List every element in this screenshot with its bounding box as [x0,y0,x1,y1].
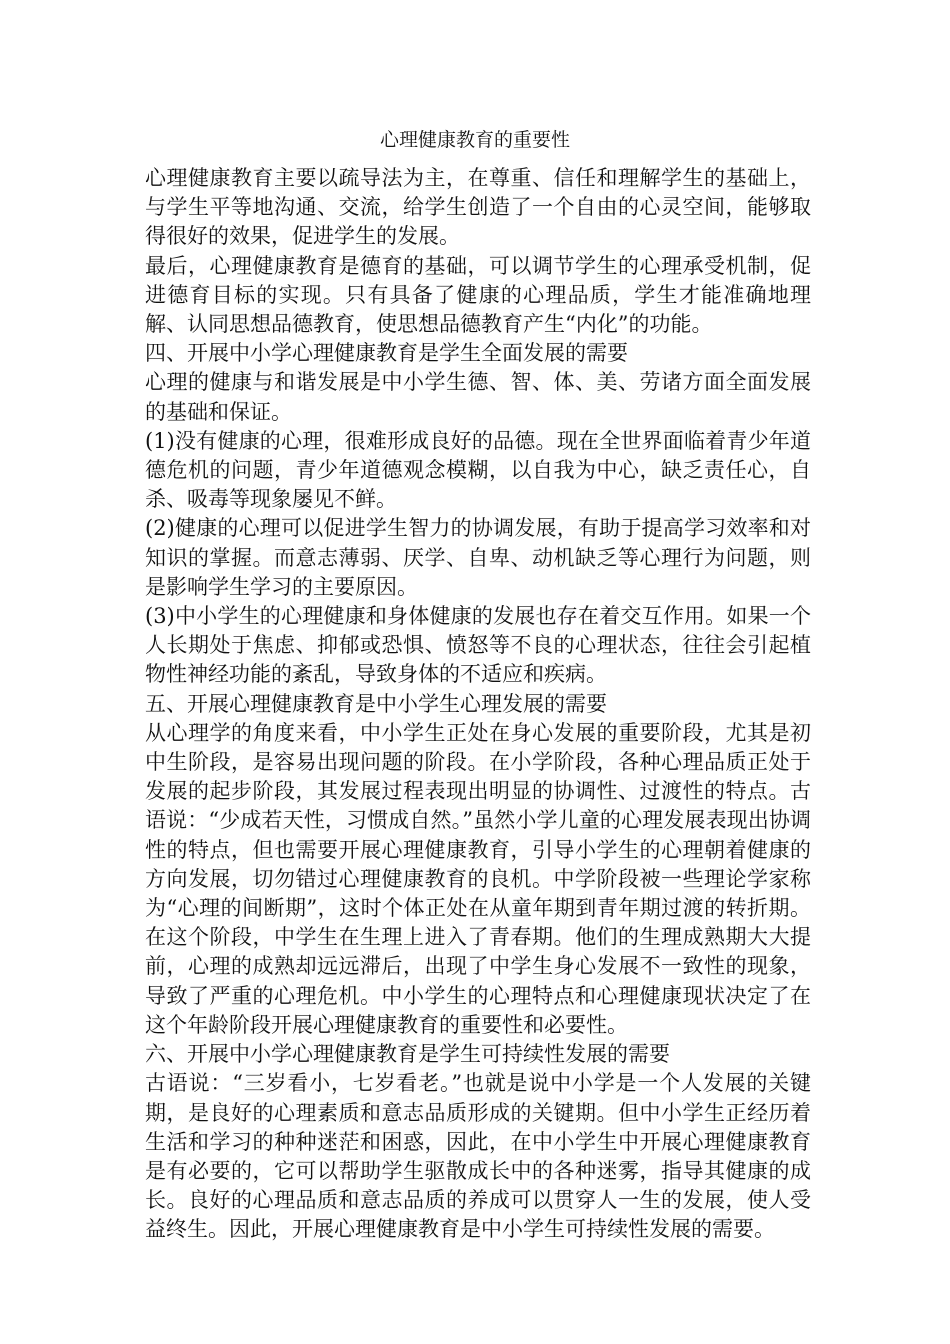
paragraph: 心理的健康与和谐发展是中小学生德、智、体、美、劳诸方面全面发展的基础和保证。 [145,370,811,424]
paragraph: 从心理学的角度来看，中小学生正处在身心发展的重要阶段，尤其是初中生阶段，是容易出现问题的阶段。在小学阶段，各种心理品质正处于发展的起步阶段，其发展过程表现出明显的协调性、过渡性的特点。古语说：“少成若天性，习惯成自然。”虽然小学儿童的心理发展表现出协调性的特点，但也需要开展心理健康教育，引导小学生的心理朝着健康的方向发展，切勿错过心理健康教育的良机。中学阶段被一些理论学家称为“心理的间断期”，这时个体正处在从童年期到青年期过渡的转折期。在这个阶段，中学生在生理上进入了青春期。他们的生理成熟期大大提前，心理的成熟却远远滞后，出现了中学生身心发展不一致性的现象，导致了严重的心理危机。中小学生的心理特点和心理健康现状决定了在这个年龄阶段开展心理健康教育的重要性和必要性。 [145,720,811,1037]
document-body [145,164,811,1245]
paragraph: 古语说：“三岁看小，七岁看老。”也就是说中小学是一个人发展的关键期，是良好的心理素质和意志品质形成的关键期。但中小学生正经历着生活和学习的种种迷茫和困惑，因此，在中小学生中开展心理健康教育是有必要的，它可以帮助学生驱散成长中的各种迷雾，指导其健康的成长。良好的心理品质和意志品质的养成可以贯穿人一生的发展，使人受益终生。因此，开展心理健康教育是中小学生可持续性发展的需要。 [145,1071,811,1242]
list-item: (3)中小学生的心理健康和身体健康的发展也存在着交互作用。如果一个人长期处于焦虑、抑郁或恐惧、愤怒等不良的心理状态，往往会引起植物性神经功能的紊乱，导致身体的不适应和疾病。 [145,604,811,687]
list-item: (2)健康的心理可以促进学生智力的协调发展，有助于提高学习效率和对知识的掌握。而意志薄弱、厌学、自卑、动机缺乏等心理行为问题，则是影响学生学习的主要原因。 [145,516,811,599]
section-heading: 六、开展中小学心理健康教育是学生可持续性发展的需要 [145,1042,670,1067]
section-heading: 五、开展心理健康教育是中小学生心理发展的需要 [145,691,607,716]
list-item: (1)没有健康的心理，很难形成良好的品德。现在全世界面临着青少年道德危机的问题，青少年道德观念模糊，以自我为中心，缺乏责任心，自杀、吸毒等现象屡见不鲜。 [145,428,811,512]
paragraph: 心理健康教育主要以疏导法为主，在尊重、信任和理解学生的基础上，与学生平等地沟通、交流，给学生创造了一个自由的心灵空间，能够取得很好的效果，促进学生的发展。 [145,166,811,249]
document-title: 心理健康教育的重要性 [379,129,570,151]
section-heading: 四、开展中小学心理健康教育是学生全面发展的需要 [145,341,628,366]
paragraph: 最后，心理健康教育是德育的基础，可以调节学生的心理承受机制，促进德育目标的实现。只有具备了健康的心理品质，学生才能准确地理解、认同思想品德教育，使思想品德教育产生“内化”的功能。 [145,253,811,337]
